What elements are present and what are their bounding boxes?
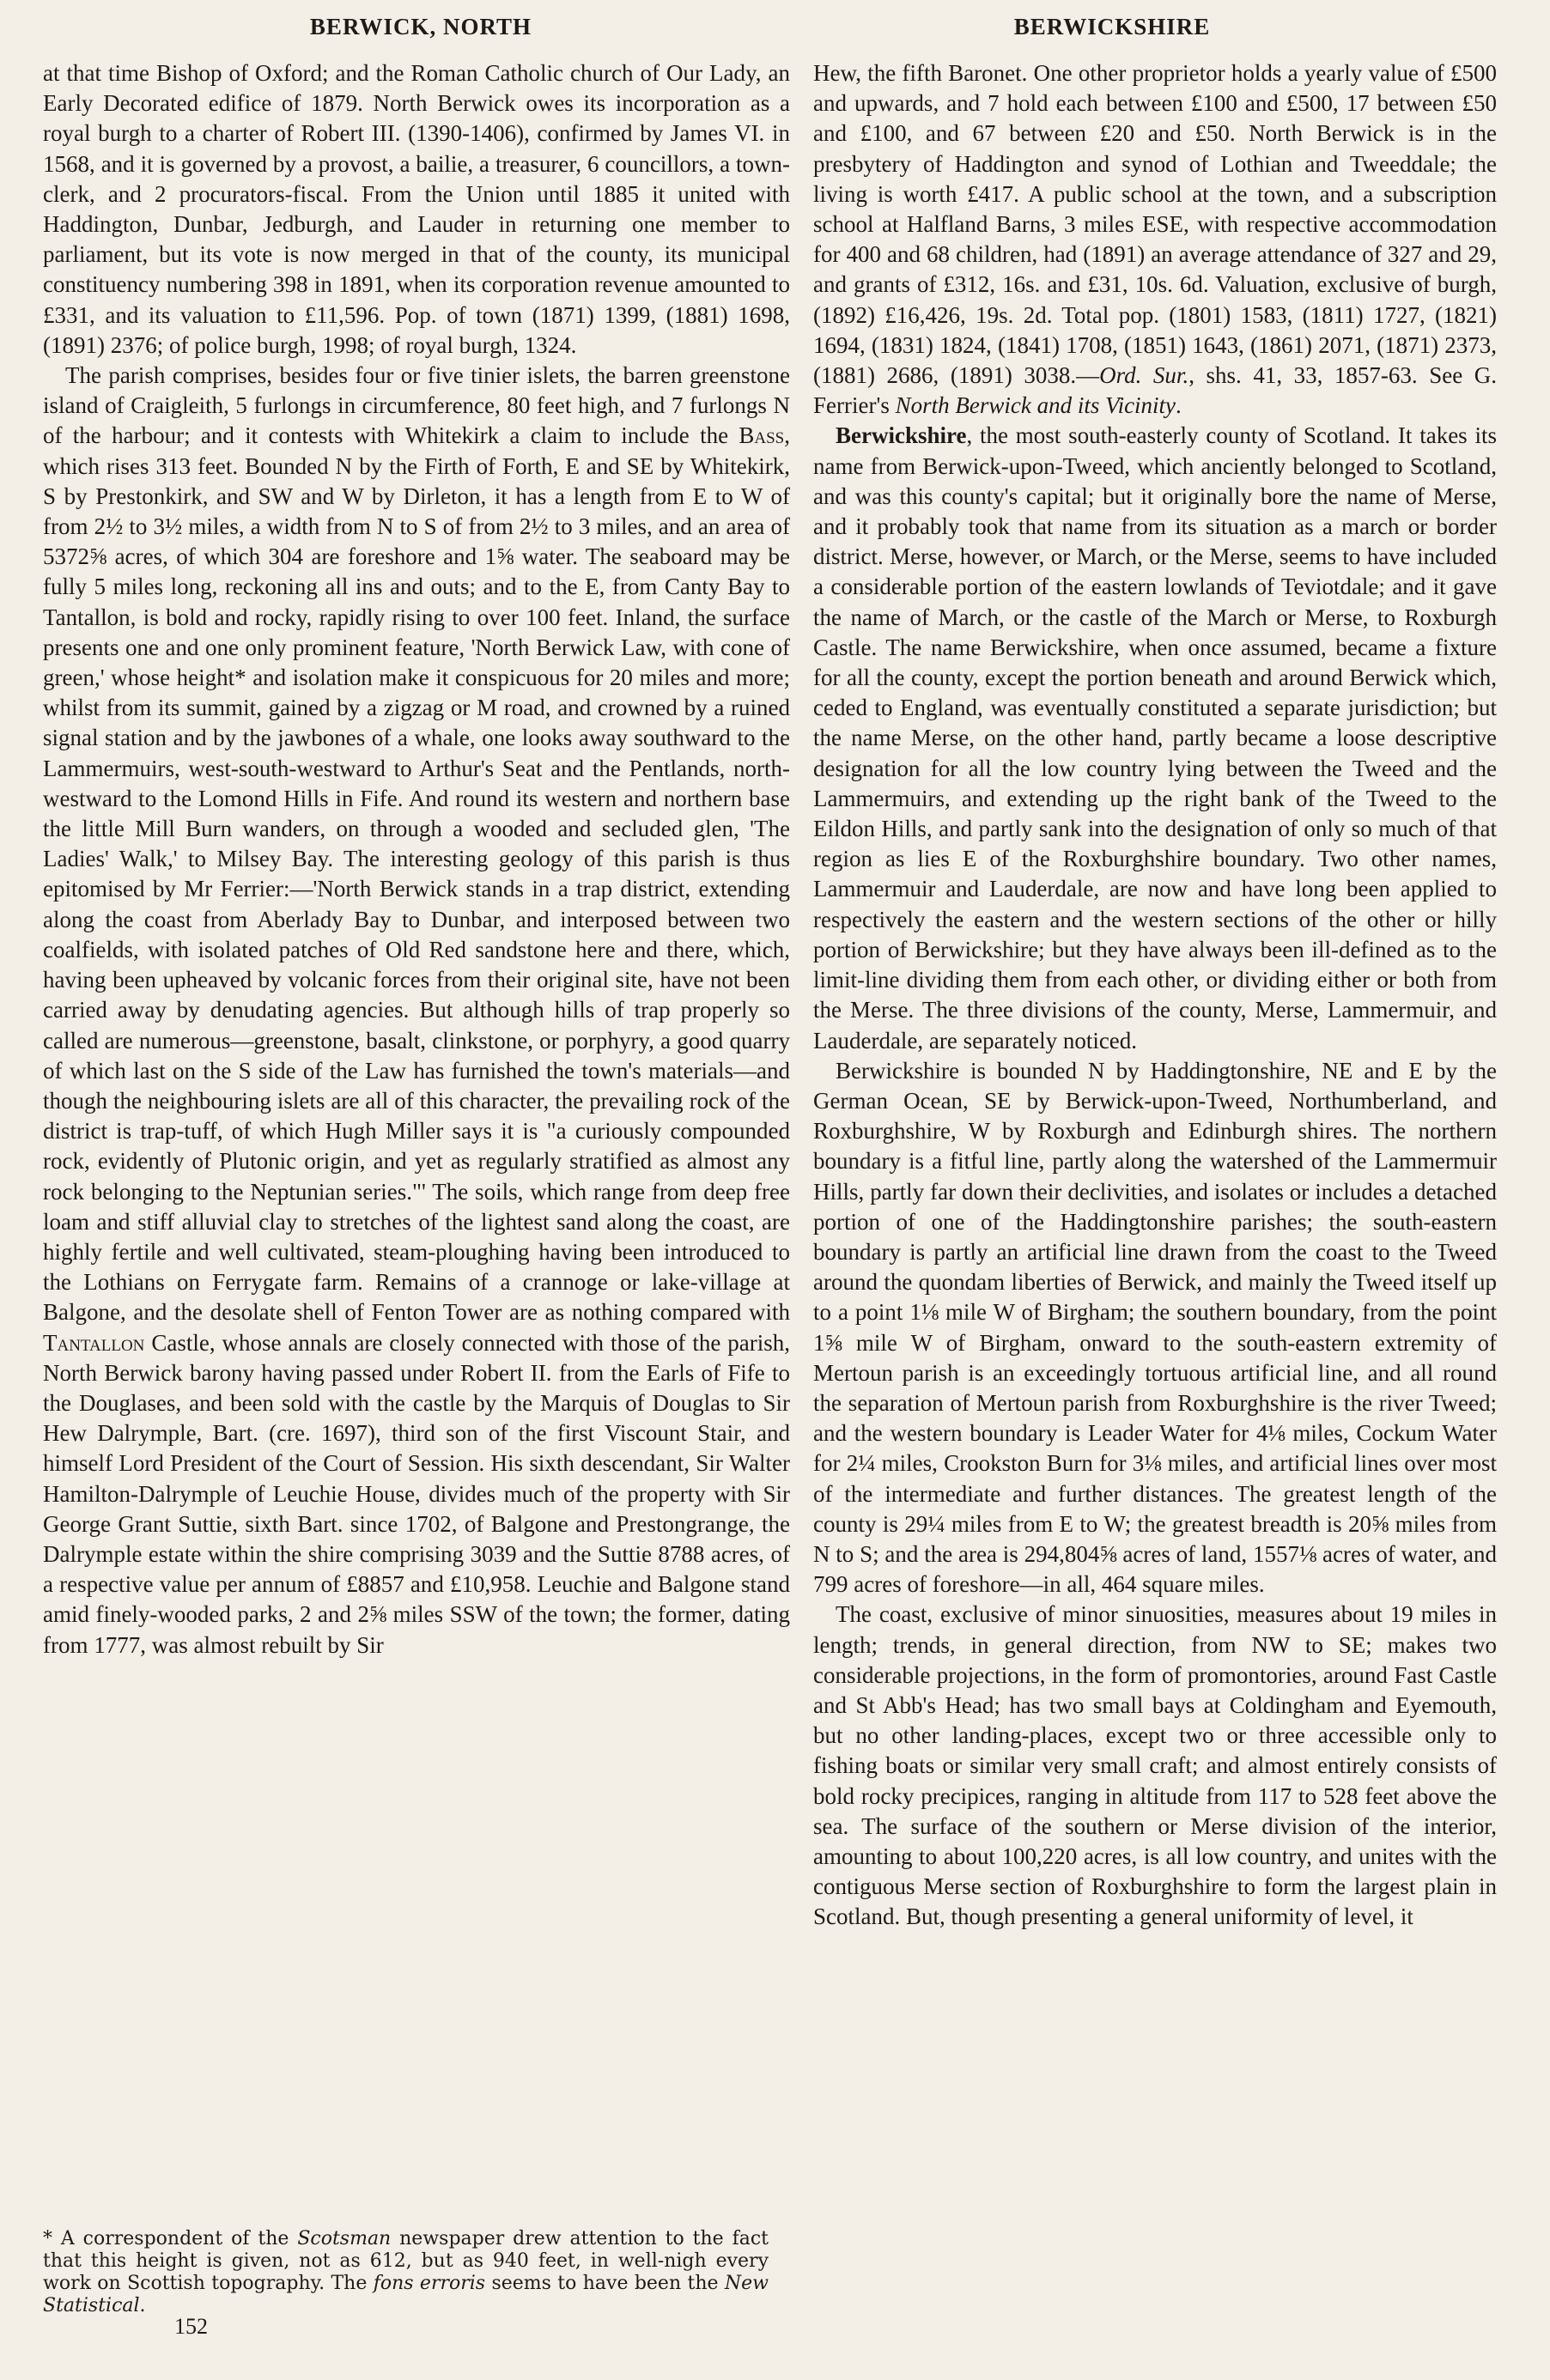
- ferrier-book-title: North Berwick and its Vicinity: [895, 392, 1176, 419]
- left-paragraph-1: at that time Bishop of Oxford; and the Roman Catholic church of Our Lady, an Early Decorated edifice of 1879. North Berwick owes its incorporation as a royal burgh to a charter of Robert III. (1390-1406), confirmed by James VI. in 1568, and it is governed by a provost, a bailie, a treasurer, 6 councillors, a town-clerk, and 2 procurators-fiscal. From the Union until 1885 it united with Haddington, Dunbar, Jedburgh, and Lauder in returning one member to parliament, but its vote is now merged in that of the county, its municipal constituency numbering 398 in 1891, when its corporation revenue amounted to £331, and its valuation to £11,596. Pop. of town (1871) 1399, (1881) 1698, (1891) 2376; of police burgh, 1998; of royal burgh, 1324.: [43, 60, 790, 358]
- footnote-text-a: * A correspondent of the: [43, 2228, 298, 2249]
- footnote-text-d: .: [139, 2295, 146, 2316]
- tantallon-ref: Tantallon: [43, 1329, 145, 1356]
- berwickshire-entry: [813, 421, 1497, 1055]
- footnote-fons-erroris: fons erroris: [373, 2273, 486, 2294]
- left-paragraph-2-text-a: The parish comprises, besides four or five tinier islets, the barren greenstone island of Craigleith, 5 furlongs in circumference, 80 feet high, and 7 furlongs N of the harbour; and it contests with Whitekirk a claim to include the: [43, 362, 790, 449]
- bass-ref: Bass: [739, 422, 785, 449]
- right-paragraph-1-text-c: .: [1176, 392, 1182, 419]
- right-paragraph-4: The coast, exclusive of minor sinuosities, measures about 19 miles in length; trends, in general direction, from NW to SE; makes two considerable projections, in the form of promontories, around Fast Castle and St Abb's Head; has two small bays at Coldingham and Eyemouth, but no other landing-places, except two or three accessible only to fishing boats or similar very small craft; and almost entirely consists of bold rocky precipices, ranging in altitude from 117 to 528 feet above the sea. The surface of the southern or Merse division of the interior, amounting to about 100,220 acres, is all low country, and unites with the contiguous Merse section of Roxburghshire to form the largest plain in Scotland. But, though presenting a general uniformity of level, it: [813, 1601, 1497, 1930]
- right-paragraph-3: Berwickshire is bounded N by Haddingtonshire, NE and E by the German Ocean, SE by Berwick-upon-Tweed, Northumberland, and Roxburghshire, W by Roxburgh and Edinburgh shires. The northern boundary is a fitful line, partly along the watershed of the Lammermuir Hills, partly far down their declivities, and isolates or includes a detached portion of one of the Haddingtonshire parishes; the south-eastern boundary is partly an artificial line drawn from the coast to the Tweed around the quondam liberties of Berwick, and mainly the Tweed itself up to a point 1⅛ mile W of Birgham; the southern boundary, from the point 1⅝ mile W of Birgham, onward to the south-eastern extremity of Mertoun parish is an exceedingly tortuous artificial line, and all round the separation of Mertoun parish from Roxburghshire is the river Tweed; and the western boundary is Leader Water for 4⅛ miles, Cockum Water for 2¼ miles, Crookston Burn for 3⅛ miles, and artificial lines over most of the intermediate and further distances. The greatest length of the county is 29¼ miles from E to W; the greatest breadth is 20⅝ miles from N to S; and the area is 294,804⅝ acres of land, 1557⅛ acres of water, and 799 acres of foreshore—in all, 464 square miles.: [813, 1057, 1497, 1598]
- entry-headword: Berwickshire: [836, 422, 967, 449]
- berwickshire-entry-text: , the most south-easterly county of Scotland. It takes its name from Berwick-upon-Tweed, which anciently belonged to Scotland, and was this county's capital; but it originally bore the name of Merse, and it probably took that name from its situation as a march or border district. Merse, however, or March, or the Merse, seems to have included a considerable portion of the eastern lowlands of Teviotdale; and it gave the name of March, or the castle of the March or Merse, to Roxburgh Castle. The name Berwickshire, when once assumed, became a fixture for all the county, except the portion beneath and around Berwick which, ceded to England, was eventually constituted a separate jurisdiction; but the name Merse, on the other hand, partly became a loose descriptive designation for all the low country lying between the Tweed and the Lammermuirs, and extending up the right bank of the Tweed to the Eildon Hills, and partly sank into the designation of only so much of that region as lies E of the Roxburghshire boundary. Two other names, Lammermuir and Lauderdale, are now and have long been applied to respectively the eastern and the western sections of the other or hilly portion of Berwickshire; but they have always been ill-defined as to the limit-line dividing them from each other, or dividing either or both from the Merse. The three divisions of the county, Merse, Lammermuir, and Lauderdale, are separately noticed.: [813, 422, 1497, 1053]
- left-column: [43, 58, 790, 2222]
- footnote: [43, 2228, 769, 2317]
- right-paragraph-1-text-b: , shs. 41, 33, 1857-63. See G. Ferrier's: [813, 362, 1497, 419]
- footnote-scotsman: Scotsman: [297, 2228, 392, 2249]
- page-number: 152: [174, 2314, 208, 2339]
- footnote-text-c: seems to have been the: [485, 2273, 725, 2294]
- running-head-left: BERWICK, NORTH: [309, 14, 532, 39]
- right-column: [813, 58, 1497, 2377]
- footnote-text-b: newspaper drew attention to the fact that this height is given, not as 612, but as 940 feet, in well-nigh every work on Scottish topography. The: [43, 2228, 769, 2294]
- right-paragraph-1: [813, 58, 1497, 421]
- left-paragraph-2: [43, 361, 790, 1661]
- left-paragraph-2-text-c: Castle, whose annals are closely connected with those of the parish, North Berwick barony having passed under Robert II. from the Earls of Fife to the Douglases, and been sold with the castle by the Marquis of Douglas to Sir Hew Dalrymple, Bart. (cre. 1697), third son of the first Viscount Stair, and himself Lord President of the Court of Session. His sixth descendant, Sir Walter Hamilton-Dalrymple of Leuchie House, divides much of the property with Sir George Grant Suttie, sixth Bart. since 1702, of Balgone and Prestongrange, the Dalrymple estate within the shire comprising 3039 and the Suttie 8788 acres, of a respective value per annum of £8857 and £10,958. Leuchie and Balgone stand amid finely-wooded parks, 2 and 2⅝ miles SSW of the town; the former, dating from 1777, was almost rebuilt by Sir: [43, 1329, 790, 1658]
- left-paragraph-2-text-b: , which rises 313 feet. Bounded N by the Firth of Forth, E and SE by Whitekirk, S by Prestonkirk, and SW and W by Dirleton, it has a length from E to W of from 2½ to 3½ miles, a width from N to S of from 2½ to 3 miles, and an area of 5372⅝ acres, of which 304 are foreshore and 1⅝ water. The seaboard may be fully 5 miles long, reckoning all ins and outs; and to the E, from Canty Bay to Tantallon, is bold and rocky, rapidly rising to over 100 feet. Inland, the surface presents one and one only prominent feature, 'North Berwick Law, with cone of green,' whose height* and isolation make it conspicuous for 20 miles and more; whilst from its summit, gained by a zigzag or M road, and crowned by a ruined signal station and by the jawbones of a whale, one looks away southward to the Lammermuirs, west-south-westward to Arthur's Seat and the Pentlands, north-westward to the Lomond Hills in Fife. And round its western and northern base the little Mill Burn wanders, on through a wooded and secluded glen, 'The Ladies' Walk,' to Milsey Bay. The interesting geology of this parish is thus epitomised by Mr Ferrier:—'North Berwick stands in a trap district, extending along the coast from Aberlady Bay to Dunbar, and interposed between two coalfields, with isolated patches of Old Red sandstone here and there, which, having been upheaved by volcanic forces from their original site, have not been carried away by denudating agencies. But although hills of trap properly so called are numerous—greenstone, basalt, clinkstone, or porphyry, a good quarry of which last on the S side of the Law has furnished the town's materials—and though the neighbouring islets are all of this character, the prevailing rock of the district is trap-tuff, of which Hugh Miller says it is "a curiously compounded rock, evidently of Plutonic origin, and yet as regularly stratified as almost any rock belonging to the Neptunian series."' The soils, which range from deep free loam and stiff alluvial clay to stretches of the lightest sand along the coast, are highly fertile and well cultivated, steam-ploughing having been introduced to the Lothians on Ferrygate farm. Remains of a crannoge or lake-village at Balgone, and the desolate shell of Fenton Tower are as nothing compared with: [43, 422, 790, 1326]
- footnote-new-statistical: New Statistical: [43, 2273, 769, 2316]
- right-paragraph-1-text-a: Hew, the fifth Baronet. One other proprietor holds a yearly value of £500 and upwards, and 7 hold each between £100 and £500, 17 between £50 and £100, and 67 between £20 and £50. North Berwick is in the presbytery of Haddington and synod of Lothian and Tweeddale; the living is worth £417. A public school at the town, and a subscription school at Halfland Barns, 3 miles ESE, with respective accommodation for 400 and 68 children, had (1891) an average attendance of 327 and 29, and grants of £312, 16s. and £31, 10s. 6d. Valuation, exclusive of burgh, (1892) £16,426, 19s. 2d. Total pop. (1801) 1583, (1811) 1727, (1821) 1694, (1831) 1824, (1841) 1708, (1851) 1643, (1861) 2071, (1871) 2373, (1881) 2686, (1891) 3038.—: [813, 60, 1497, 389]
- ord-sur-ref: Ord. Sur.: [1099, 362, 1189, 389]
- running-head-right: BERWICKSHIRE: [1013, 14, 1211, 39]
